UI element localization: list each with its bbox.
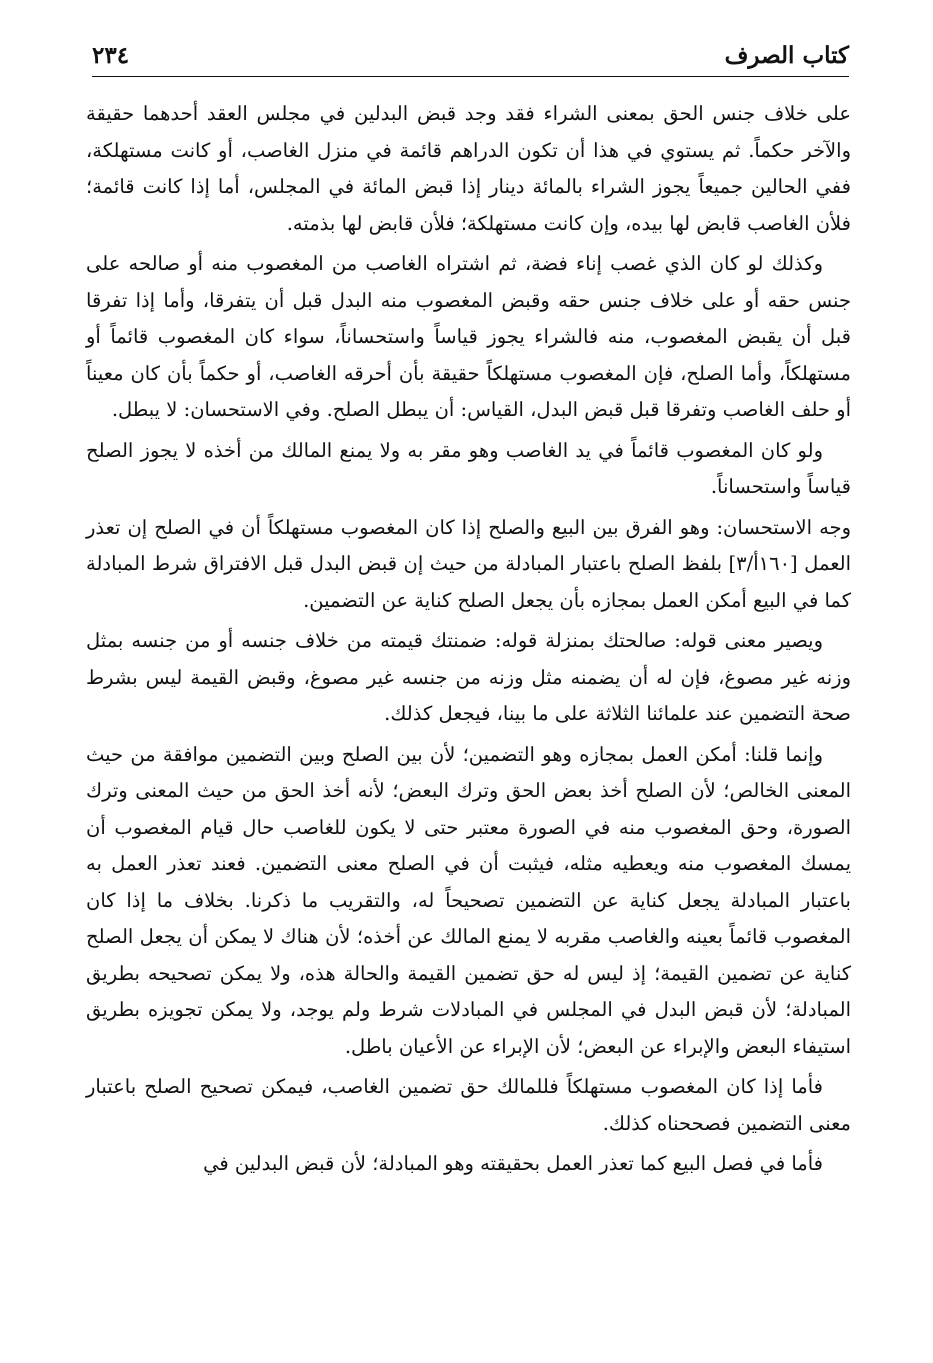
paragraph: ولو كان المغصوب قائماً في يد الغاصب وهو مقر به ولا يمنع المالك من أخذه لا يجوز الصلح قياساً واستحساناً. xyxy=(86,438,851,498)
page-header xyxy=(92,40,849,77)
paragraph: فأما في فصل البيع كما تعذر العمل بحقيقته وهو المبادلة؛ لأن قبض البدلين في xyxy=(203,1152,823,1175)
paragraph: وجه الاستحسان: وهو الفرق بين البيع والصلح إذا كان المغصوب مستهلكاً أن في الصلح إن تعذر العمل [١٦٠أ/٣] بلفظ الصلح باعتبار المبادلة من حيث إن قبض البدل قبل الافتراق شرط المبادلة كما في البيع أمكن العمل بمجازه بأن يجعل الصلح كناية عن التضمين. xyxy=(86,515,851,612)
paragraph: ويصير معنى قوله: صالحتك بمنزلة قوله: ضمنتك قيمته من خلاف جنسه أو من جنسه بمثل وزنه غير مصوغ، فإن له أن يضمنه مثل وزنه من جنسه غير مصوغ، وقبض القيمة ليس بشرط صحة التضمين عند علمائنا الثلاثة على ما بينا، فيجعل كذلك. xyxy=(86,629,851,725)
page-number: ٢٣٤ xyxy=(92,42,130,69)
page-body xyxy=(86,96,851,1187)
paragraph: وكذلك لو كان الذي غصب إناء فضة، ثم اشتراه الغاصب من المغصوب منه أو صالحه على جنس حقه أو على خلاف جنس حقه وقبض المغصوب منه البدل قبل أن يتفرقا، وأما إذا تفرقا قبل أن يقبض المغصوب، منه فالشراء يجوز قياساً واستحساناً، سواء كان المغصوب قائماً أو مستهلكاً، وأما الصلح، فإن المغصوب مستهلكاً حقيقة بأن أحرقه الغاصب، أو حكماً بأن كان معيناً أو حلف الغاصب وتفرقا قبل قبض البدل، القياس: أن يبطل الصلح. وفي الاستحسان: لا يبطل. xyxy=(86,252,851,421)
book-title: كتاب الصرف xyxy=(724,42,849,69)
paragraph: فأما إذا كان المغصوب مستهلكاً فللمالك حق تضمين الغاصب، فيمكن تصحيح الصلح باعتبار معنى التضمين فصححناه كذلك. xyxy=(86,1075,851,1135)
paragraph: وإنما قلنا: أمكن العمل بمجازه وهو التضمين؛ لأن بين الصلح وبين التضمين موافقة من حيث المعنى الخالص؛ لأن الصلح أخذ بعض الحق وترك البعض؛ لأنه أخذ الحق من حيث المعنى وترك الصورة، وحق المغصوب منه في الصورة معتبر حتى لا يكون للغاصب حال قيام المغصوب أن يمسك المغصوب منه ويعطيه مثله، فيثبت أن في الصلح معنى التضمين. فعند تعذر العمل به باعتبار المبادلة يجعل كناية عن التضمين تصحيحاً له، والتقريب ما ذكرنا. بخلاف ما إذا كان المغصوب قائماً بعينه والغاصب مقربه لا يمنع المالك عن أخذه؛ لأن هناك لا يمكن أن يجعل الصلح كناية عن تضمين القيمة؛ إذ ليس له حق تضمين القيمة والحالة هذه، ولا يمكن تصحيحه بطريق المبادلة؛ لأن قبض البدل في المجلس في المبادلات شرط ولم يوجد، ولا يمكن تجويزه بطريق استيفاء البعض والإبراء عن البعض؛ لأن الإبراء عن الأعيان باطل. xyxy=(86,742,851,1058)
paragraph: على خلاف جنس الحق بمعنى الشراء فقد وجد قبض البدلين في مجلس العقد أحدهما حقيقة والآخر حكماً. ثم يستوي في هذا أن تكون الدراهم قائمة في منزل الغاصب، أو كانت مستهلكة، ففي الحالين جميعاً يجوز الشراء بالمائة دينار إذا قبض المائة في المجلس، أما إذا كانت قائمة؛ فلأن الغاصب قابض لها بيده، وإن كانت مستهلكة؛ فلأن قابض لها بذمته. xyxy=(86,102,851,235)
